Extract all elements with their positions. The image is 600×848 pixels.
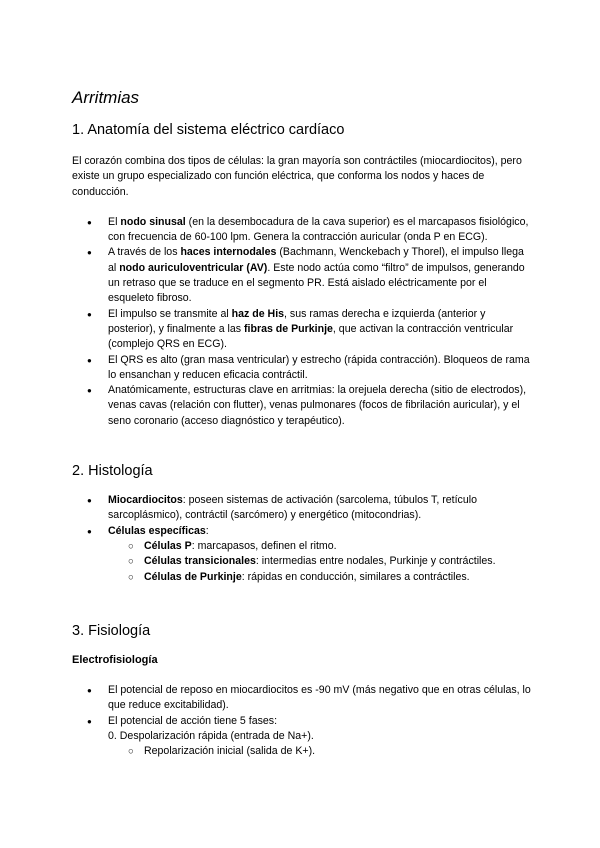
list-item: ● El QRS es alto (gran masa ventricular) y estrecho (rápida contracción). Bloqueos de rama lo ensanchan y reducen eficacia contráctil.: [72, 353, 532, 384]
sub-list-item: ○ Repolarización inicial (salida de K+).: [128, 744, 532, 759]
section-3-heading: 3. Fisiología: [72, 622, 151, 639]
section-2-heading: 2. Histología: [72, 463, 153, 480]
list-item: ● El potencial de reposo en miocardiocitos es -90 mV (más negativo que en otras células, lo que reduce excitabilidad).: [72, 683, 532, 714]
section-3-list: [72, 683, 532, 729]
list-item: ● Miocardiocitos: poseen sistemas de activación (sarcolema, túbulos T, retículo sarcoplásmico), contráctil (sarcómero) y energético (mitocondrias).: [72, 493, 532, 524]
list-item: ● Células específicas: ○ Células P: marcapasos, definen el ritmo. ○ Células transicionales: intermedias entre nodales, Purkinje y contráctiles. ○ Células de Purkinje: rápidas en conducción, similares a contráctiles.: [72, 524, 532, 585]
list-item: ● El potencial de acción tiene 5 fases:: [72, 714, 532, 729]
sub-list: [128, 539, 532, 585]
list-item: ● Anatómicamente, estructuras clave en arritmias: la orejuela derecha (sitio de electrodos), venas cavas (relación con flutter), venas pulmonares (focos de fibrilación auricular), y el seno coronario (acceso diagnóstico y terapéutico).: [72, 383, 532, 429]
subheading-electrofisiologia: Electrofisiología: [72, 653, 158, 666]
list-item: ● A través de los haces internodales (Bachmann, Wenckebach y Thorel), el impulso llega al nodo auriculoventricular (AV). Este nodo actúa como “filtro” de impulsos, generando un retraso que se traduce en el segmento PR. Está aislado eléctricamente por el esqueleto fibroso.: [72, 245, 532, 306]
sub-list-item: ○ Células de Purkinje: rápidas en conducción, similares a contráctiles.: [128, 570, 532, 585]
section-1-list: [72, 215, 532, 429]
phase-sub-list: [128, 744, 532, 759]
document-title: Arritmias: [72, 88, 140, 107]
phase-0: 0. Despolarización rápida (entrada de Na+).: [108, 730, 314, 743]
document-page: [72, 88, 532, 760]
section-1-intro: El corazón combina dos tipos de células: la gran mayoría son contráctiles (miocardiocitos), pero existe un grupo especializado con función eléctrica, que conforma los nodos y haces de conducción.: [72, 155, 522, 198]
list-item: ● El nodo sinusal (en la desembocadura de la cava superior) es el marcapasos fisiológico, con frecuencia de 60-100 lpm. Genera la contracción auricular (onda P en ECG).: [72, 215, 532, 246]
sub-list-item: ○ Células P: marcapasos, definen el ritmo.: [128, 539, 532, 554]
list-item: ● El impulso se transmite al haz de His, sus ramas derecha e izquierda (anterior y posterior), y finalmente a las fibras de Purkinje, que activan la contracción ventricular (complejo QRS en ECG).: [72, 307, 532, 353]
section-2-list: [72, 493, 532, 585]
section-1-heading: 1. Anatomía del sistema eléctrico cardíaco: [72, 122, 345, 138]
sub-list-item: ○ Células transicionales: intermedias entre nodales, Purkinje y contráctiles.: [128, 554, 532, 569]
